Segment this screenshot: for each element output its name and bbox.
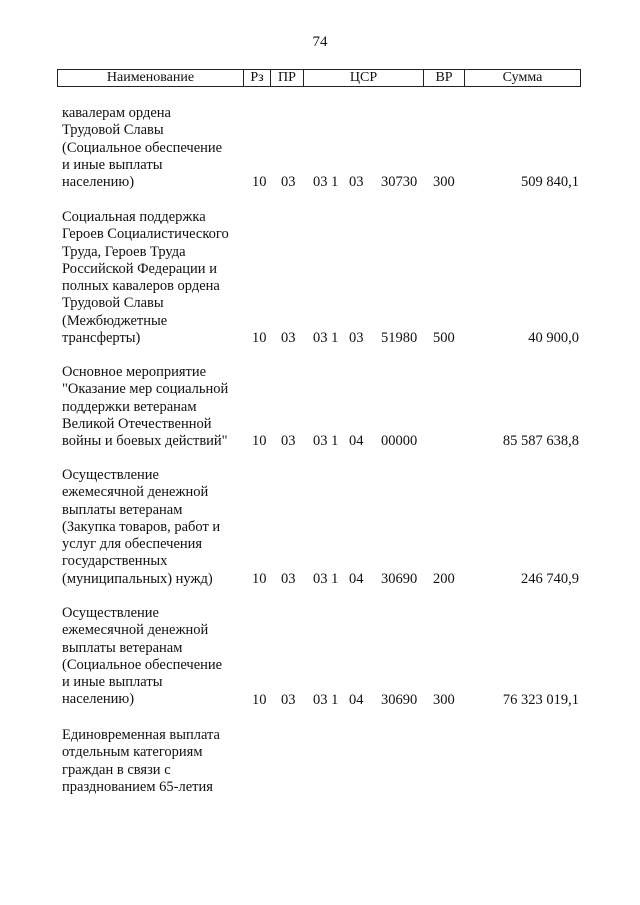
row-csr-code: 51980 [381, 330, 418, 346]
row-name: Осуществление ежемесячной денежной выплаты ветеранам (Социальное обеспечение и иные выплаты населению) [62, 605, 223, 708]
row-csr-event: 03 [349, 330, 364, 346]
page-number: 74 [312, 34, 328, 50]
row-csr-program: 03 1 [313, 571, 339, 587]
row-csr-event: 03 [349, 174, 364, 190]
row-vr: 300 [433, 174, 455, 190]
row-vr: 300 [433, 692, 455, 708]
row-sum: 246 740,9 [521, 571, 579, 587]
row-csr-program: 03 1 [313, 692, 339, 708]
header-name: Наименование [58, 70, 244, 86]
row-pr: 03 [281, 692, 296, 708]
row-csr-event: 04 [349, 692, 364, 708]
row-sum: 40 900,0 [528, 330, 579, 346]
row-rz: 10 [252, 174, 267, 190]
row-rz: 10 [252, 571, 267, 587]
header-csr: ЦСР [304, 70, 424, 86]
row-csr-event: 04 [349, 433, 364, 449]
row-rz: 10 [252, 330, 267, 346]
row-csr-code: 30730 [381, 174, 418, 190]
row-csr-code: 00000 [381, 433, 418, 449]
row-pr: 03 [281, 433, 296, 449]
row-rz: 10 [252, 692, 267, 708]
row-sum: 76 323 019,1 [502, 692, 579, 708]
row-name: Основное мероприятие "Оказание мер социальной поддержки ветеранам Великой Отечественной войны и боевых действий" [62, 364, 229, 450]
table-header [57, 69, 581, 87]
row-vr: 500 [433, 330, 455, 346]
row-csr-program: 03 1 [313, 174, 339, 190]
row-name: кавалерам ордена Трудовой Славы (Социальное обеспечение и иные выплаты населению) [62, 105, 223, 191]
row-pr: 03 [281, 330, 296, 346]
row-name: Единовременная выплата отдельным категориям граждан в связи с празднованием 65-летия [62, 727, 220, 795]
row-pr: 03 [281, 571, 296, 587]
header-rz: Рз [244, 70, 271, 86]
header-vr: ВР [424, 70, 465, 86]
row-csr-program: 03 1 [313, 330, 339, 346]
row-vr: 200 [433, 571, 455, 587]
row-csr-program: 03 1 [313, 433, 339, 449]
row-name: Социальная поддержка Героев Социалистического Труда, Героев Труда Российской Федерации и полных кавалеров ордена Трудовой Славы (Межбюджетные трансферты) [62, 209, 229, 347]
row-pr: 03 [281, 174, 296, 190]
row-csr-event: 04 [349, 571, 364, 587]
header-pr: ПР [271, 70, 304, 86]
header-sum: Сумма [502, 70, 543, 85]
row-csr-code: 30690 [381, 571, 418, 587]
row-csr-code: 30690 [381, 692, 418, 708]
row-rz: 10 [252, 433, 267, 449]
row-name: Осуществление ежемесячной денежной выплаты ветеранам (Закупка товаров, работ и услуг для обеспечения государственных (муниципальных) нужд) [62, 467, 221, 587]
row-sum: 509 840,1 [521, 174, 579, 190]
row-sum: 85 587 638,8 [502, 433, 579, 449]
